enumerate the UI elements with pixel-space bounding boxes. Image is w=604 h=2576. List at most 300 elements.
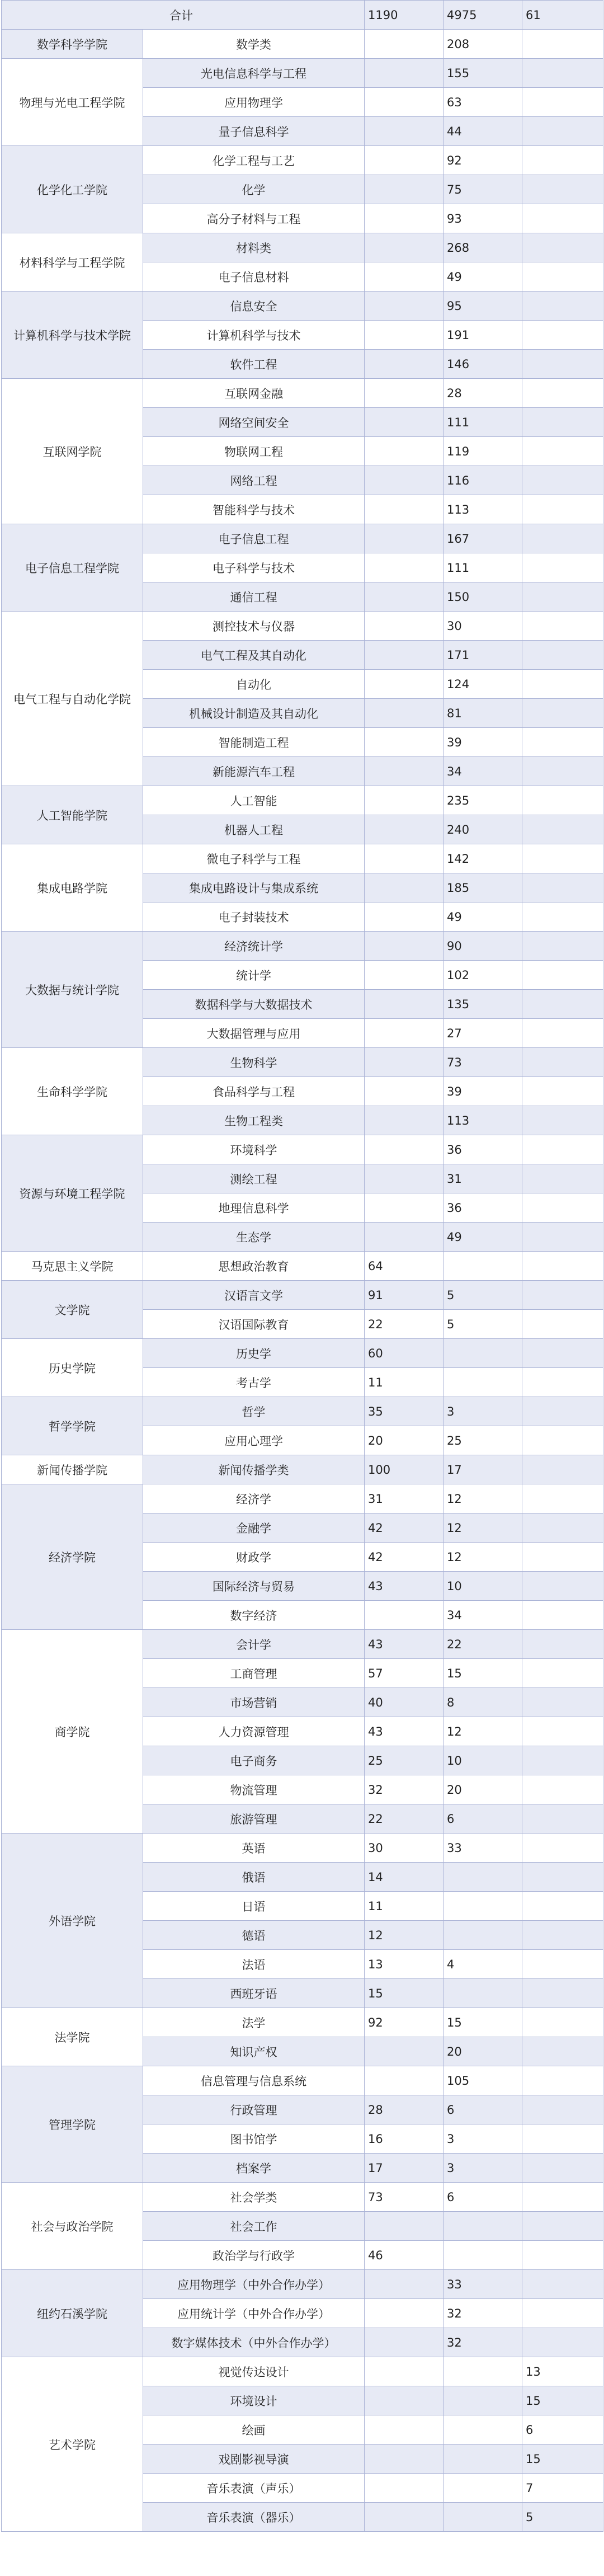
college-name: 历史学院 [2, 1339, 143, 1397]
value-a: 30 [365, 1834, 443, 1863]
value-a [365, 524, 443, 553]
value-c [522, 1048, 603, 1077]
value-a [365, 844, 443, 873]
value-b: 135 [443, 990, 522, 1019]
value-a [365, 175, 443, 204]
value-a: 20 [365, 1426, 443, 1455]
value-a: 73 [365, 2183, 443, 2212]
table-row [2, 2270, 603, 2299]
value-c [522, 1106, 603, 1135]
college-name: 数学科学学院 [2, 30, 143, 59]
table-row [2, 379, 603, 408]
major-name: 考古学 [143, 1368, 365, 1397]
major-name: 应用心理学 [143, 1426, 365, 1455]
college-name: 材料科学与工程学院 [2, 233, 143, 292]
value-a [365, 2270, 443, 2299]
value-a: 60 [365, 1339, 443, 1368]
college-name: 文学院 [2, 1281, 143, 1339]
value-a [365, 582, 443, 612]
value-c [522, 1688, 603, 1717]
college-name: 生命科学学院 [2, 1048, 143, 1135]
major-name: 环境科学 [143, 1135, 365, 1164]
value-b: 10 [443, 1746, 522, 1775]
value-c [522, 379, 603, 408]
value-c [522, 1572, 603, 1601]
major-name: 新能源汽车工程 [143, 757, 365, 786]
value-c [522, 146, 603, 175]
value-b: 111 [443, 408, 522, 437]
value-a [365, 233, 443, 262]
value-c [522, 1397, 603, 1426]
value-a [365, 873, 443, 902]
value-c [522, 350, 603, 379]
value-c [522, 1834, 603, 1863]
value-c [522, 1513, 603, 1543]
value-b: 90 [443, 932, 522, 961]
value-a [365, 2357, 443, 2386]
value-b: 22 [443, 1630, 522, 1659]
value-c: 7 [522, 2474, 603, 2503]
major-name: 电子科学与技术 [143, 553, 365, 582]
major-name: 旅游管理 [143, 1804, 365, 1834]
major-name: 法语 [143, 1950, 365, 1979]
value-b: 119 [443, 437, 522, 466]
value-a [365, 990, 443, 1019]
value-c [522, 524, 603, 553]
major-name: 信息管理与信息系统 [143, 2066, 365, 2095]
value-a [365, 2328, 443, 2357]
value-b: 63 [443, 88, 522, 117]
value-c [522, 902, 603, 932]
value-b [443, 1368, 522, 1397]
value-a: 43 [365, 1717, 443, 1746]
value-c [522, 757, 603, 786]
value-a: 32 [365, 1775, 443, 1804]
college-name: 纽约石溪学院 [2, 2270, 143, 2357]
major-name: 西班牙语 [143, 1979, 365, 2008]
college-name: 物理与光电工程学院 [2, 59, 143, 146]
college-name: 经济学院 [2, 1484, 143, 1630]
major-name: 自动化 [143, 670, 365, 699]
table-row [2, 1252, 603, 1281]
value-b: 111 [443, 553, 522, 582]
value-c [522, 1804, 603, 1834]
value-a [365, 1019, 443, 1048]
value-b: 185 [443, 873, 522, 902]
value-c [522, 1746, 603, 1775]
major-name: 网络工程 [143, 466, 365, 495]
value-b: 167 [443, 524, 522, 553]
value-a [365, 321, 443, 350]
value-a [365, 2299, 443, 2328]
college-name: 管理学院 [2, 2066, 143, 2183]
value-c [522, 1310, 603, 1339]
major-name: 生态学 [143, 1223, 365, 1252]
table-row [2, 2183, 603, 2212]
value-c [522, 2183, 603, 2212]
value-b: 49 [443, 262, 522, 292]
value-a [365, 786, 443, 815]
value-b: 6 [443, 1804, 522, 1834]
value-a [365, 2445, 443, 2474]
major-name: 测绘工程 [143, 1164, 365, 1193]
value-c [522, 641, 603, 670]
value-a [365, 495, 443, 524]
major-name: 经济统计学 [143, 932, 365, 961]
table-row [2, 2008, 603, 2037]
major-name: 环境设计 [143, 2386, 365, 2415]
value-b: 8 [443, 1688, 522, 1717]
major-name: 视觉传达设计 [143, 2357, 365, 2386]
major-name: 数字经济 [143, 1601, 365, 1630]
value-a [365, 1135, 443, 1164]
major-name: 通信工程 [143, 582, 365, 612]
table-row [2, 1630, 603, 1659]
value-a [365, 2037, 443, 2066]
college-name: 化学化工学院 [2, 146, 143, 233]
value-b: 208 [443, 30, 522, 59]
major-name: 微电子科学与工程 [143, 844, 365, 873]
value-b: 268 [443, 233, 522, 262]
value-a: 40 [365, 1688, 443, 1717]
value-a: 25 [365, 1746, 443, 1775]
major-name: 应用物理学 [143, 88, 365, 117]
value-b: 12 [443, 1543, 522, 1572]
value-b: 34 [443, 757, 522, 786]
value-b: 191 [443, 321, 522, 350]
value-a [365, 2066, 443, 2095]
value-b: 28 [443, 379, 522, 408]
value-b: 81 [443, 699, 522, 728]
major-name: 英语 [143, 1834, 365, 1863]
value-a [365, 2212, 443, 2241]
value-a: 43 [365, 1630, 443, 1659]
value-c [522, 1950, 603, 1979]
value-a [365, 815, 443, 844]
value-b [443, 1892, 522, 1921]
value-c [522, 30, 603, 59]
major-name: 音乐表演（器乐） [143, 2503, 365, 2532]
value-c [522, 1979, 603, 2008]
total-row [2, 1, 603, 30]
value-b: 6 [443, 2095, 522, 2124]
major-name: 智能科学与技术 [143, 495, 365, 524]
value-c [522, 1892, 603, 1921]
value-c [522, 408, 603, 437]
value-c [522, 2095, 603, 2124]
value-c [522, 670, 603, 699]
value-c [522, 1455, 603, 1484]
value-c [522, 1368, 603, 1397]
value-c [522, 292, 603, 321]
value-b: 4 [443, 1950, 522, 1979]
value-c [522, 2154, 603, 2183]
value-c [522, 1339, 603, 1368]
major-name: 化学 [143, 175, 365, 204]
value-b: 235 [443, 786, 522, 815]
table-row [2, 1484, 603, 1513]
major-name: 智能制造工程 [143, 728, 365, 757]
value-a: 16 [365, 2124, 443, 2154]
enrollment-table [1, 0, 603, 2532]
value-a: 31 [365, 1484, 443, 1513]
value-b: 102 [443, 961, 522, 990]
value-a [365, 961, 443, 990]
value-c [522, 699, 603, 728]
value-c [522, 932, 603, 961]
value-b: 3 [443, 2154, 522, 2183]
major-name: 人力资源管理 [143, 1717, 365, 1746]
major-name: 会计学 [143, 1630, 365, 1659]
value-a [365, 146, 443, 175]
major-name: 集成电路设计与集成系统 [143, 873, 365, 902]
value-a [365, 2474, 443, 2503]
enrollment-table-container [1, 0, 603, 2532]
major-name: 行政管理 [143, 2095, 365, 2124]
major-name: 互联网金融 [143, 379, 365, 408]
value-c [522, 990, 603, 1019]
value-a: 100 [365, 1455, 443, 1484]
table-row [2, 1339, 603, 1368]
value-c [522, 1659, 603, 1688]
table-row [2, 1135, 603, 1164]
college-name: 新闻传播学院 [2, 1455, 143, 1484]
value-b: 49 [443, 902, 522, 932]
table-row [2, 932, 603, 961]
college-name: 大数据与统计学院 [2, 932, 143, 1048]
value-c [522, 1543, 603, 1572]
college-name: 法学院 [2, 2008, 143, 2066]
table-row [2, 786, 603, 815]
value-c [522, 2008, 603, 2037]
value-a [365, 612, 443, 641]
major-name: 计算机科学与技术 [143, 321, 365, 350]
value-b: 95 [443, 292, 522, 321]
major-name: 地理信息科学 [143, 1193, 365, 1223]
major-name: 思想政治教育 [143, 1252, 365, 1281]
major-name: 社会学类 [143, 2183, 365, 2212]
value-c [522, 466, 603, 495]
value-a [365, 728, 443, 757]
value-c [522, 233, 603, 262]
college-name: 马克思主义学院 [2, 1252, 143, 1281]
value-a: 57 [365, 1659, 443, 1688]
major-name: 应用统计学（中外合作办学） [143, 2299, 365, 2328]
value-c [522, 117, 603, 146]
value-a [365, 902, 443, 932]
value-b: 3 [443, 1397, 522, 1426]
value-b: 33 [443, 1834, 522, 1863]
major-name: 经济学 [143, 1484, 365, 1513]
table-row [2, 1281, 603, 1310]
value-c [522, 1193, 603, 1223]
value-c [522, 1484, 603, 1513]
major-name: 电子商务 [143, 1746, 365, 1775]
value-b: 30 [443, 612, 522, 641]
value-c [522, 1921, 603, 1950]
value-a: 11 [365, 1368, 443, 1397]
major-name: 生物工程类 [143, 1106, 365, 1135]
major-name: 网络空间安全 [143, 408, 365, 437]
value-b: 92 [443, 146, 522, 175]
value-c [522, 2270, 603, 2299]
value-a [365, 1223, 443, 1252]
value-b: 155 [443, 59, 522, 88]
value-a: 92 [365, 2008, 443, 2037]
table-row [2, 292, 603, 321]
value-b: 113 [443, 1106, 522, 1135]
value-b: 36 [443, 1193, 522, 1223]
value-b: 34 [443, 1601, 522, 1630]
value-a: 35 [365, 1397, 443, 1426]
value-c [522, 1601, 603, 1630]
value-a: 91 [365, 1281, 443, 1310]
value-b: 146 [443, 350, 522, 379]
value-c [522, 1426, 603, 1455]
value-a [365, 1193, 443, 1223]
value-c [522, 495, 603, 524]
college-name: 商学院 [2, 1630, 143, 1834]
table-row [2, 844, 603, 873]
major-name: 金融学 [143, 1513, 365, 1543]
major-name: 生物科学 [143, 1048, 365, 1077]
value-b [443, 2357, 522, 2386]
college-name: 集成电路学院 [2, 844, 143, 932]
value-b: 3 [443, 2124, 522, 2154]
value-a [365, 2503, 443, 2532]
value-b [443, 2474, 522, 2503]
value-c [522, 204, 603, 233]
value-b [443, 1339, 522, 1368]
value-a [365, 379, 443, 408]
value-b: 36 [443, 1135, 522, 1164]
value-c [522, 437, 603, 466]
value-c [522, 873, 603, 902]
value-c [522, 1077, 603, 1106]
value-b: 93 [443, 204, 522, 233]
table-row [2, 233, 603, 262]
college-name: 电子信息工程学院 [2, 524, 143, 612]
value-b: 49 [443, 1223, 522, 1252]
value-b: 142 [443, 844, 522, 873]
value-a: 15 [365, 1979, 443, 2008]
major-name: 物联网工程 [143, 437, 365, 466]
major-name: 统计学 [143, 961, 365, 990]
value-b [443, 1979, 522, 2008]
value-c [522, 2124, 603, 2154]
value-c [522, 1252, 603, 1281]
value-c [522, 175, 603, 204]
value-a: 43 [365, 1572, 443, 1601]
value-b [443, 1863, 522, 1892]
value-a: 42 [365, 1543, 443, 1572]
value-a [365, 1601, 443, 1630]
value-b: 171 [443, 641, 522, 670]
value-c [522, 262, 603, 292]
major-name: 物流管理 [143, 1775, 365, 1804]
major-name: 市场营销 [143, 1688, 365, 1717]
major-name: 哲学 [143, 1397, 365, 1426]
value-c [522, 1164, 603, 1193]
value-a [365, 2386, 443, 2415]
major-name: 人工智能 [143, 786, 365, 815]
major-name: 政治学与行政学 [143, 2241, 365, 2270]
value-c [522, 1135, 603, 1164]
value-a [365, 292, 443, 321]
major-name: 食品科学与工程 [143, 1077, 365, 1106]
major-name: 应用物理学（中外合作办学） [143, 2270, 365, 2299]
major-name: 图书馆学 [143, 2124, 365, 2154]
major-name: 光电信息科学与工程 [143, 59, 365, 88]
major-name: 德语 [143, 1921, 365, 1950]
value-b: 32 [443, 2299, 522, 2328]
value-c [522, 88, 603, 117]
major-name: 汉语国际教育 [143, 1310, 365, 1339]
major-name: 音乐表演（声乐） [143, 2474, 365, 2503]
value-c: 13 [522, 2357, 603, 2386]
value-c [522, 1630, 603, 1659]
major-name: 量子信息科学 [143, 117, 365, 146]
value-a [365, 932, 443, 961]
value-b: 15 [443, 1659, 522, 1688]
value-c [522, 1717, 603, 1746]
value-a: 11 [365, 1892, 443, 1921]
value-b: 12 [443, 1484, 522, 1513]
total-value-b: 4975 [443, 1, 522, 30]
value-a [365, 88, 443, 117]
value-c: 5 [522, 2503, 603, 2532]
value-c [522, 961, 603, 990]
value-b [443, 2241, 522, 2270]
major-name: 社会工作 [143, 2212, 365, 2241]
value-a [365, 262, 443, 292]
value-b [443, 2445, 522, 2474]
value-b: 73 [443, 1048, 522, 1077]
college-name: 哲学学院 [2, 1397, 143, 1455]
college-name: 人工智能学院 [2, 786, 143, 844]
table-row [2, 1834, 603, 1863]
major-name: 数学类 [143, 30, 365, 59]
value-a [365, 757, 443, 786]
value-a [365, 1164, 443, 1193]
value-b: 124 [443, 670, 522, 699]
value-a: 28 [365, 2095, 443, 2124]
value-c [522, 59, 603, 88]
value-b [443, 1252, 522, 1281]
value-b [443, 2212, 522, 2241]
table-row [2, 1397, 603, 1426]
value-a [365, 466, 443, 495]
value-b: 5 [443, 1281, 522, 1310]
value-b [443, 2415, 522, 2445]
value-b: 10 [443, 1572, 522, 1601]
value-a [365, 59, 443, 88]
value-b: 12 [443, 1513, 522, 1543]
value-a [365, 1048, 443, 1077]
major-name: 绘画 [143, 2415, 365, 2445]
major-name: 电子信息材料 [143, 262, 365, 292]
college-name: 计算机科学与技术学院 [2, 292, 143, 379]
value-b: 15 [443, 2008, 522, 2037]
value-b: 116 [443, 466, 522, 495]
table-row [2, 146, 603, 175]
value-b: 17 [443, 1455, 522, 1484]
value-c [522, 844, 603, 873]
table-row [2, 30, 603, 59]
value-c [522, 321, 603, 350]
value-c [522, 1775, 603, 1804]
table-row [2, 1455, 603, 1484]
